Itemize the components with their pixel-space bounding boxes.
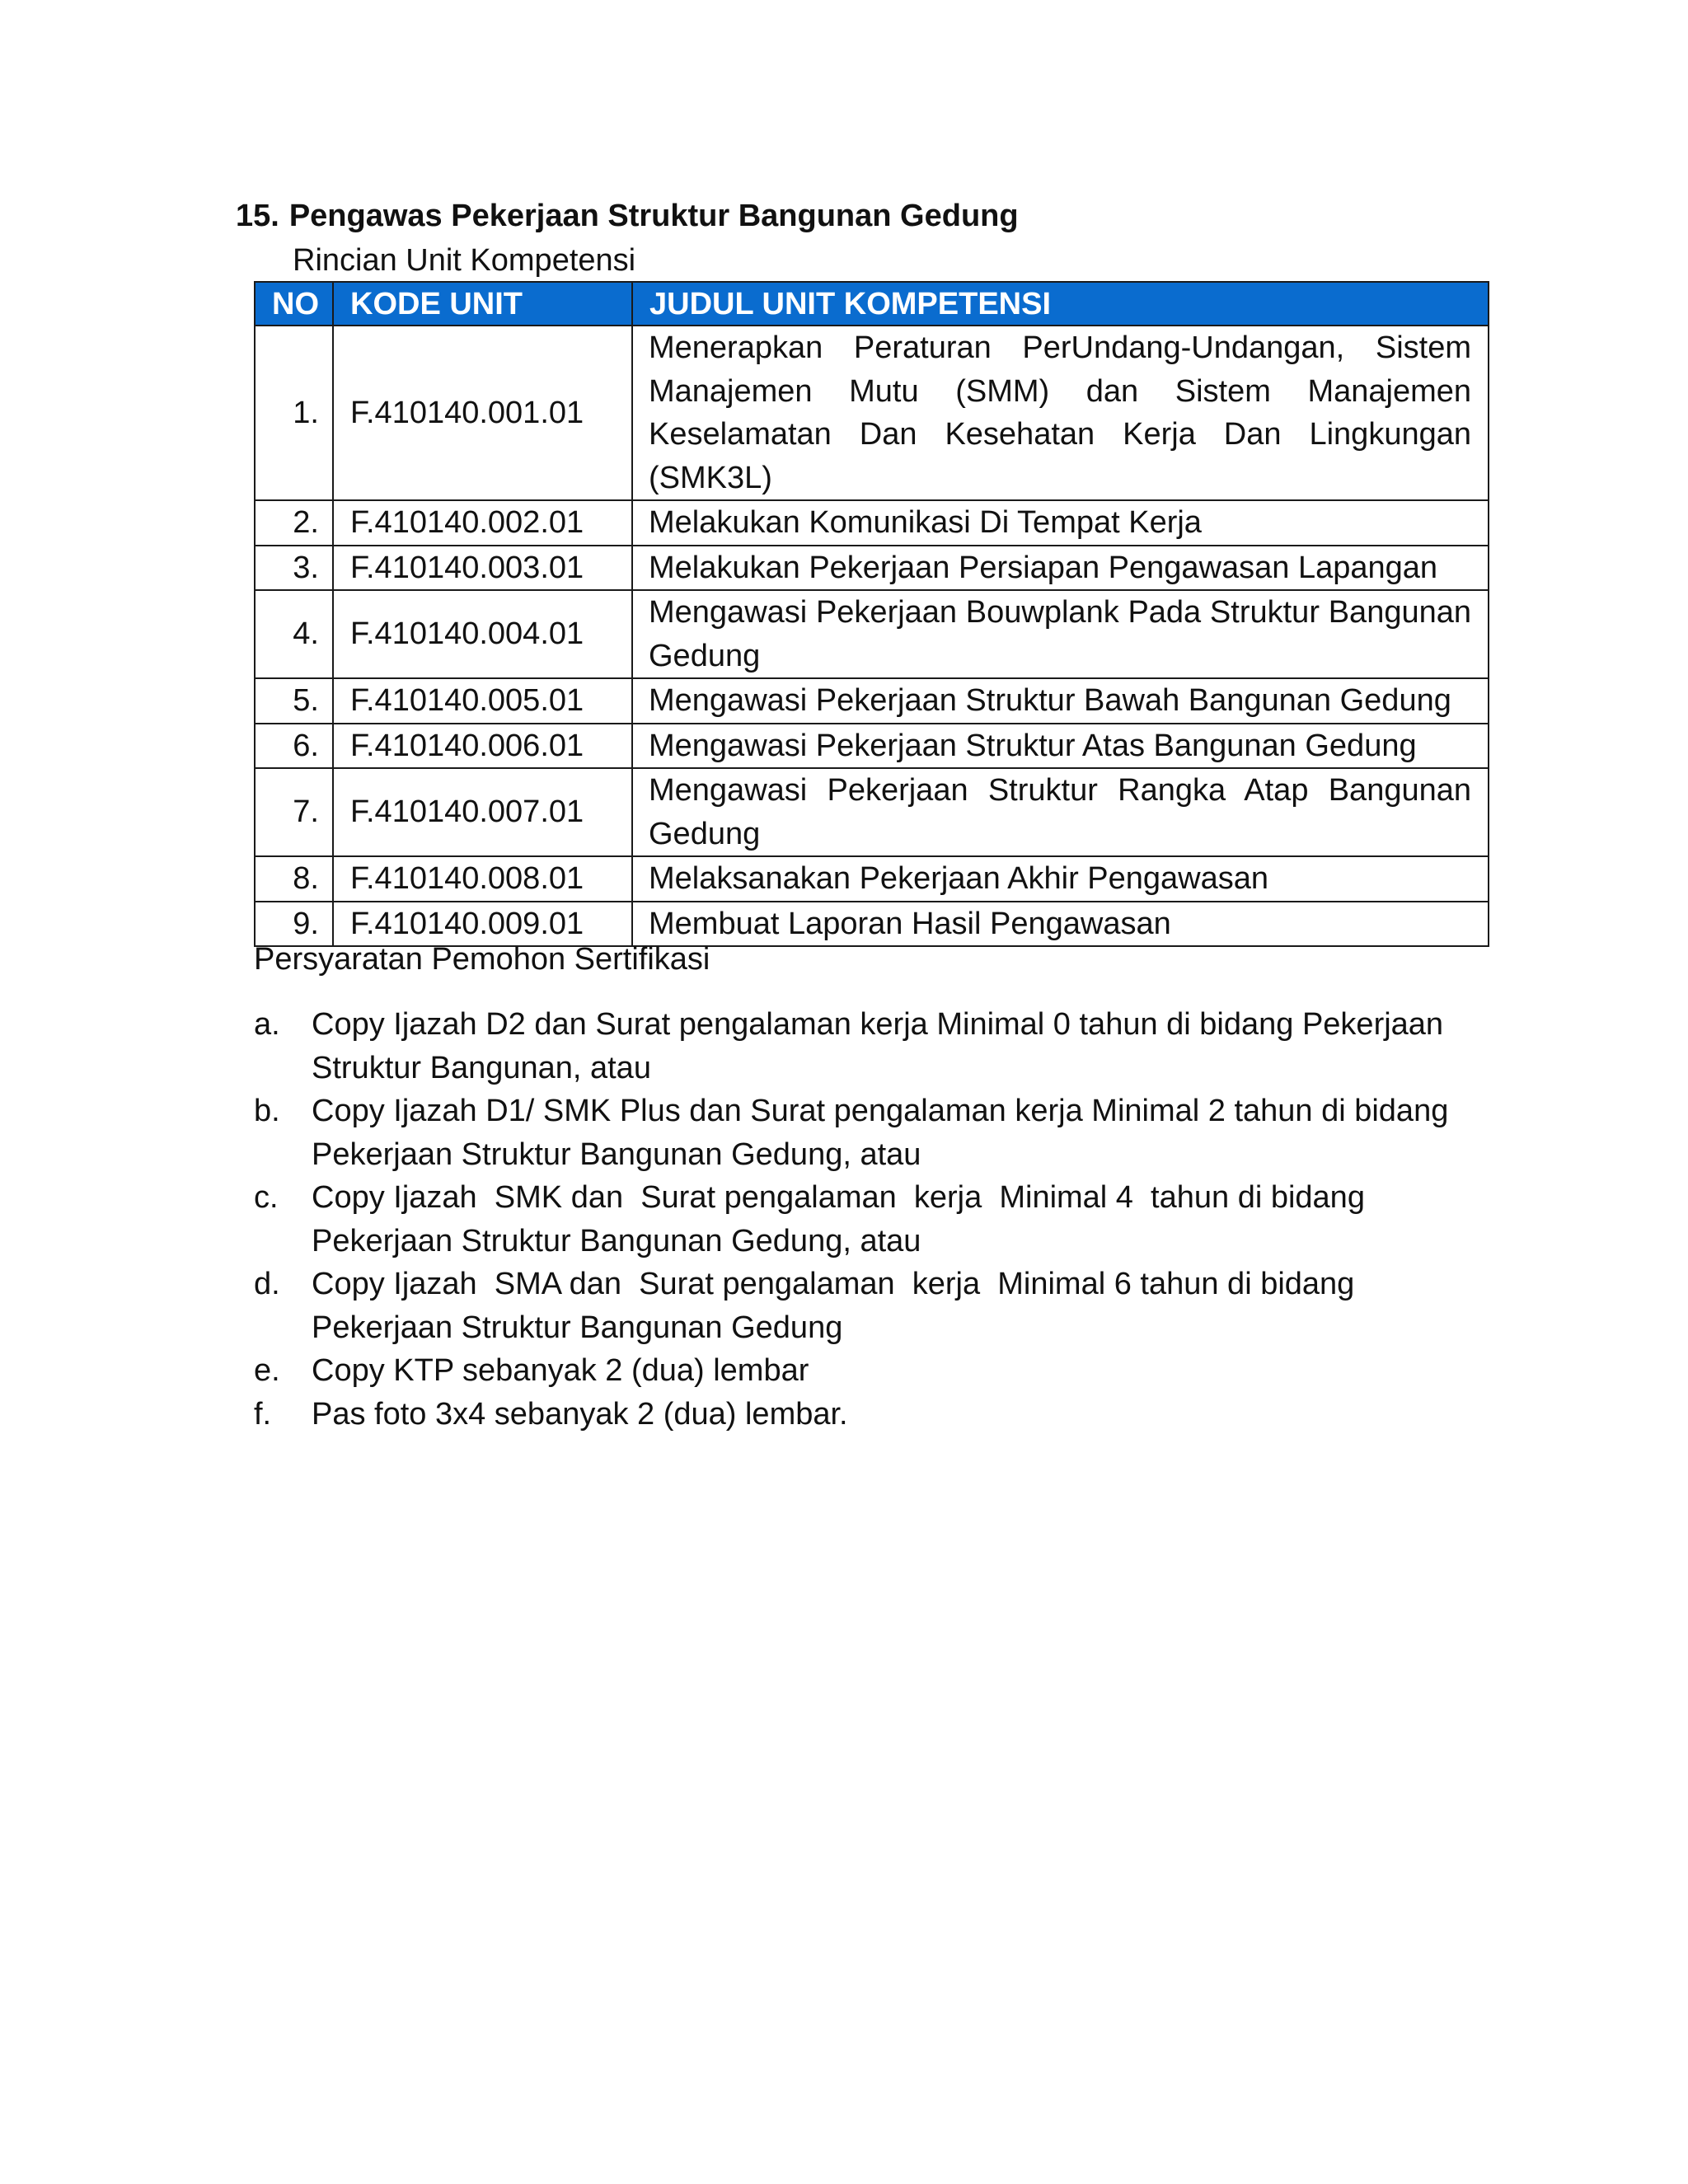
- unit-code: F.410140.002.01: [333, 500, 632, 546]
- unit-title: Melakukan Pekerjaan Persiapan Pengawasan Lapangan: [632, 546, 1489, 591]
- requirements-title: Persyaratan Pemohon Sertifikasi: [254, 942, 710, 977]
- list-item-letter: f.: [254, 1396, 272, 1432]
- unit-code: F.410140.001.01: [333, 326, 632, 500]
- row-number: 4.: [255, 590, 333, 678]
- section-heading: [236, 194, 1019, 237]
- list-item-letter: b.: [254, 1094, 280, 1128]
- list-item: [254, 1176, 1490, 1263]
- unit-code: F.410140.003.01: [333, 546, 632, 591]
- header-kode-unit: KODE UNIT: [333, 282, 632, 326]
- list-item: [254, 1090, 1490, 1176]
- list-item: [254, 1393, 1490, 1436]
- list-item-letter: d.: [254, 1267, 280, 1301]
- table-row: [255, 724, 1489, 769]
- row-number: 3.: [255, 546, 333, 591]
- list-item: [254, 1003, 1490, 1090]
- table-row: [255, 678, 1489, 724]
- table-row: [255, 326, 1489, 500]
- list-item-text: Copy KTP sebanyak 2 (dua) lembar: [312, 1353, 809, 1388]
- row-number: 2.: [255, 500, 333, 546]
- row-number: 8.: [255, 856, 333, 902]
- row-number: 1.: [255, 326, 333, 500]
- list-item-letter: e.: [254, 1353, 280, 1388]
- competency-unit-table: [254, 281, 1489, 947]
- row-number: 7.: [255, 768, 333, 856]
- row-number: 5.: [255, 678, 333, 724]
- unit-title: Menerapkan Peraturan PerUndang-Undangan, Sistem Manajemen Mutu (SMM) dan Sistem Manajemen Keselamatan Dan Kesehatan Kerja Dan Lingkungan (SMK3L): [632, 326, 1489, 500]
- table-header-row: [255, 282, 1489, 326]
- section-title: Pengawas Pekerjaan Struktur Bangunan Gedung: [288, 199, 1019, 233]
- row-number: 9.: [255, 902, 333, 947]
- unit-title: Melakukan Komunikasi Di Tempat Kerja: [632, 500, 1489, 546]
- unit-code: F.410140.009.01: [333, 902, 632, 947]
- table-row: [255, 768, 1489, 856]
- unit-title: Melaksanakan Pekerjaan Akhir Pengawasan: [632, 856, 1489, 902]
- unit-title: Mengawasi Pekerjaan Struktur Atas Bangunan Gedung: [632, 724, 1489, 769]
- unit-title: Mengawasi Pekerjaan Bouwplank Pada Struktur Bangunan Gedung: [632, 590, 1489, 678]
- list-item-text: Copy Ijazah D2 dan Surat pengalaman kerja Minimal 0 tahun di bidang Pekerjaan Struktur Bangunan, atau: [312, 1007, 1452, 1085]
- list-item-text: Copy Ijazah D1/ SMK Plus dan Surat pengalaman kerja Minimal 2 tahun di bidang Pekerjaan Struktur Bangunan Gedung, atau: [312, 1094, 1457, 1172]
- list-item-text: Copy Ijazah SMA dan Surat pengalaman kerja Minimal 6 tahun di bidang Pekerjaan Struktur Bangunan Gedung: [312, 1267, 1363, 1345]
- header-no: NO: [255, 282, 333, 326]
- unit-list-subheading: Rincian Unit Kompetensi: [293, 243, 636, 278]
- unit-code: F.410140.007.01: [333, 768, 632, 856]
- list-item-text: Pas foto 3x4 sebanyak 2 (dua) lembar.: [312, 1396, 848, 1432]
- list-item-letter: c.: [254, 1180, 279, 1215]
- table-row: [255, 590, 1489, 678]
- section-number: 15.: [236, 199, 279, 233]
- table-row: [255, 546, 1489, 591]
- unit-title: Mengawasi Pekerjaan Struktur Rangka Atap Bangunan Gedung: [632, 768, 1489, 856]
- requirements-list: [254, 1003, 1490, 1436]
- unit-title: Mengawasi Pekerjaan Struktur Bawah Bangunan Gedung: [632, 678, 1489, 724]
- list-item: [254, 1349, 1490, 1393]
- unit-code: F.410140.008.01: [333, 856, 632, 902]
- unit-code: F.410140.004.01: [333, 590, 632, 678]
- unit-code: F.410140.006.01: [333, 724, 632, 769]
- list-item-letter: a.: [254, 1007, 280, 1042]
- list-item: [254, 1263, 1490, 1349]
- unit-code: F.410140.005.01: [333, 678, 632, 724]
- unit-title: Membuat Laporan Hasil Pengawasan: [632, 902, 1489, 947]
- list-item-text: Copy Ijazah SMK dan Surat pengalaman kerja Minimal 4 tahun di bidang Pekerjaan Struktur Bangunan Gedung, atau: [312, 1180, 1374, 1258]
- table-row: [255, 856, 1489, 902]
- row-number: 6.: [255, 724, 333, 769]
- header-judul-unit: JUDUL UNIT KOMPETENSI: [632, 282, 1489, 326]
- table-row: [255, 500, 1489, 546]
